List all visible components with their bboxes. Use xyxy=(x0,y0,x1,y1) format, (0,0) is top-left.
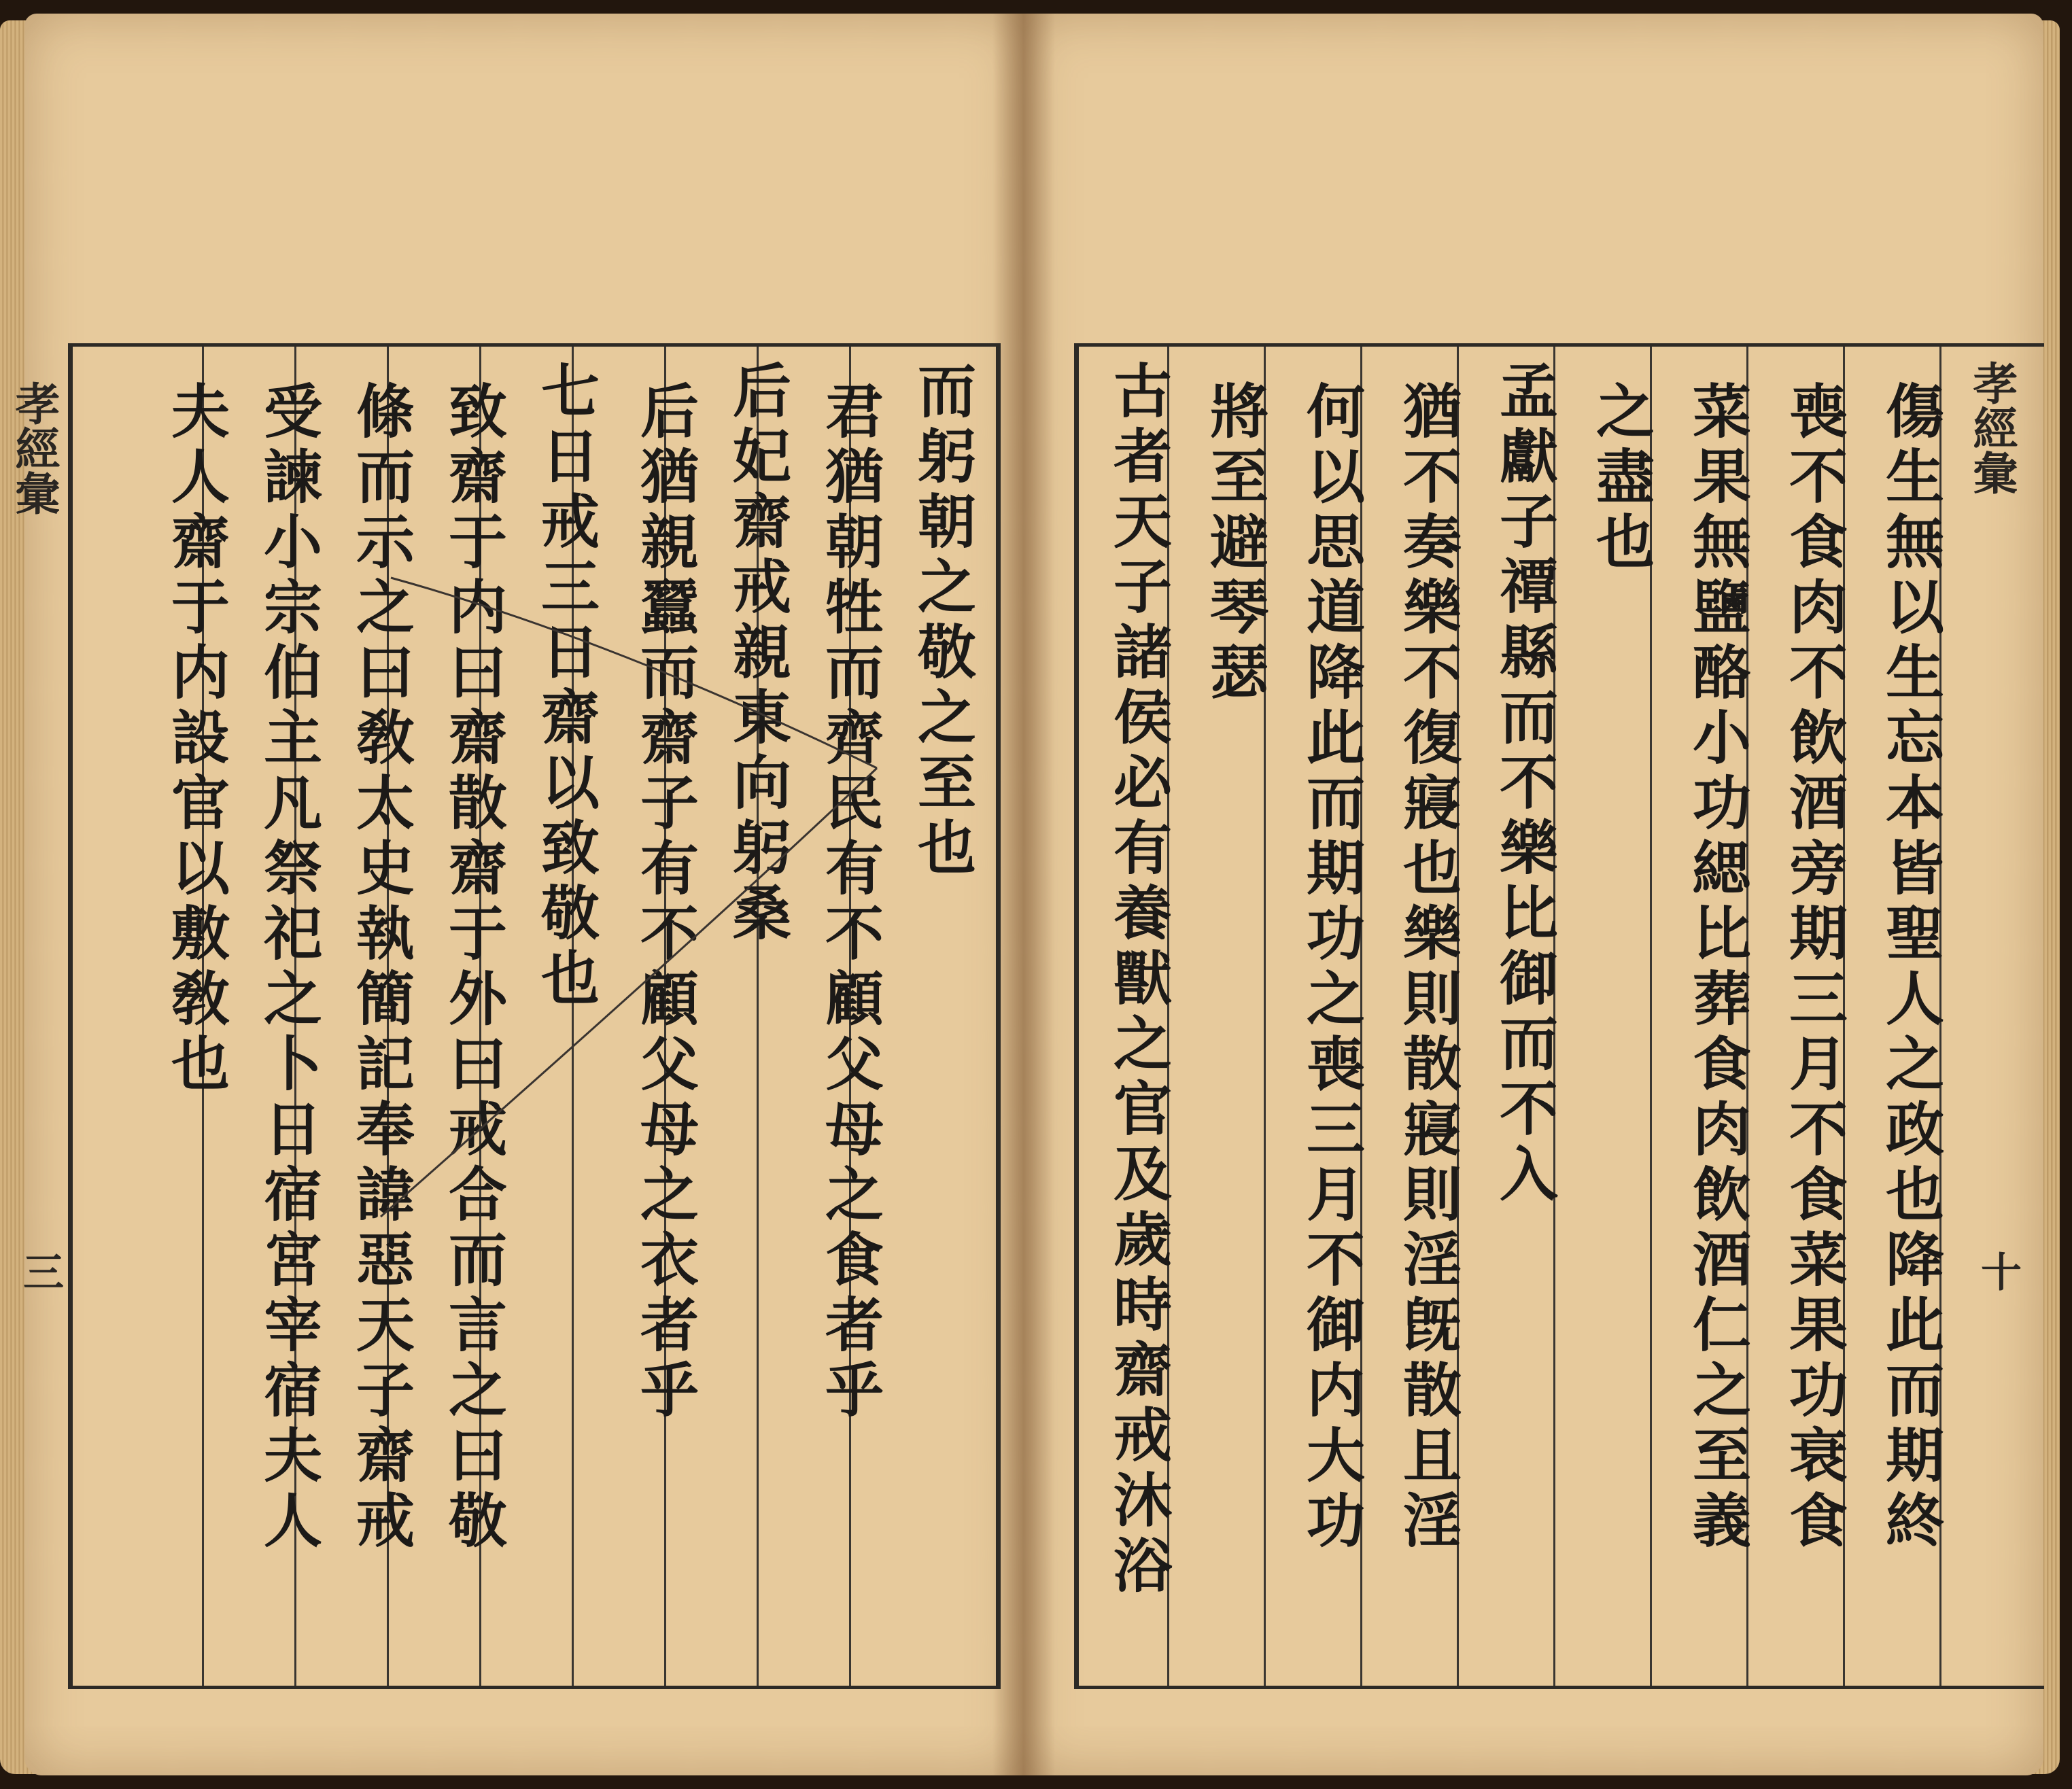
text-column: 將至避琴瑟 xyxy=(1200,381,1268,707)
text-column: 傷生無以生忘本皆聖人之政也降此而期終 xyxy=(1876,381,1944,1555)
text-column: 后妃齋戒親東向躬桑 xyxy=(723,360,791,948)
text-column: 之盡也 xyxy=(1586,381,1655,576)
right-page-number: 十 xyxy=(1974,1251,2022,1291)
text-column: 七日戒三日齋以致敬也 xyxy=(531,360,600,1013)
text-column: 喪不食肉不飲酒旁期三月不食菜果功衰食 xyxy=(1779,381,1848,1555)
left-page-number: 三 xyxy=(16,1251,64,1291)
text-column: 條而示之曰敎太史執簡記奉諱惡天子齋戒 xyxy=(346,381,415,1555)
text-column: 菜果無鹽酪小功緦比葬食肉飲酒仁之至義 xyxy=(1682,381,1751,1555)
text-column: 猶不奏樂不復寢也樂則散寢則淫旣散且淫 xyxy=(1393,381,1462,1555)
left-banner-title: 孝經彙 xyxy=(7,381,61,515)
right-banner-title: 孝經彙 xyxy=(1965,360,2018,495)
text-column: 古者天子諸侯必有養獸之官及歲時齋戒沐浴 xyxy=(1103,360,1172,1600)
book-gutter xyxy=(992,14,1055,1775)
text-column: 夫人齋于内設官以敷敎也 xyxy=(161,381,230,1098)
text-column: 后猶親蠶而齋子有不顧父母之衣者乎 xyxy=(630,381,699,1425)
text-column: 受諫小宗伯主凡祭祀之卜日宿宮宰宿夫人 xyxy=(254,381,322,1555)
text-column: 而躬朝之敬之至也 xyxy=(908,360,976,882)
text-column: 致齋于内曰齋散齋于外曰戒合而言之曰敬 xyxy=(438,381,507,1555)
text-column: 君猶朝牲而齊民有不顧父母之食者乎 xyxy=(815,381,884,1425)
text-column: 何以思道降此而期功之喪三月不御内大功 xyxy=(1296,381,1365,1555)
text-column: 孟獻子禫縣而不樂比御而不入 xyxy=(1489,360,1558,1209)
